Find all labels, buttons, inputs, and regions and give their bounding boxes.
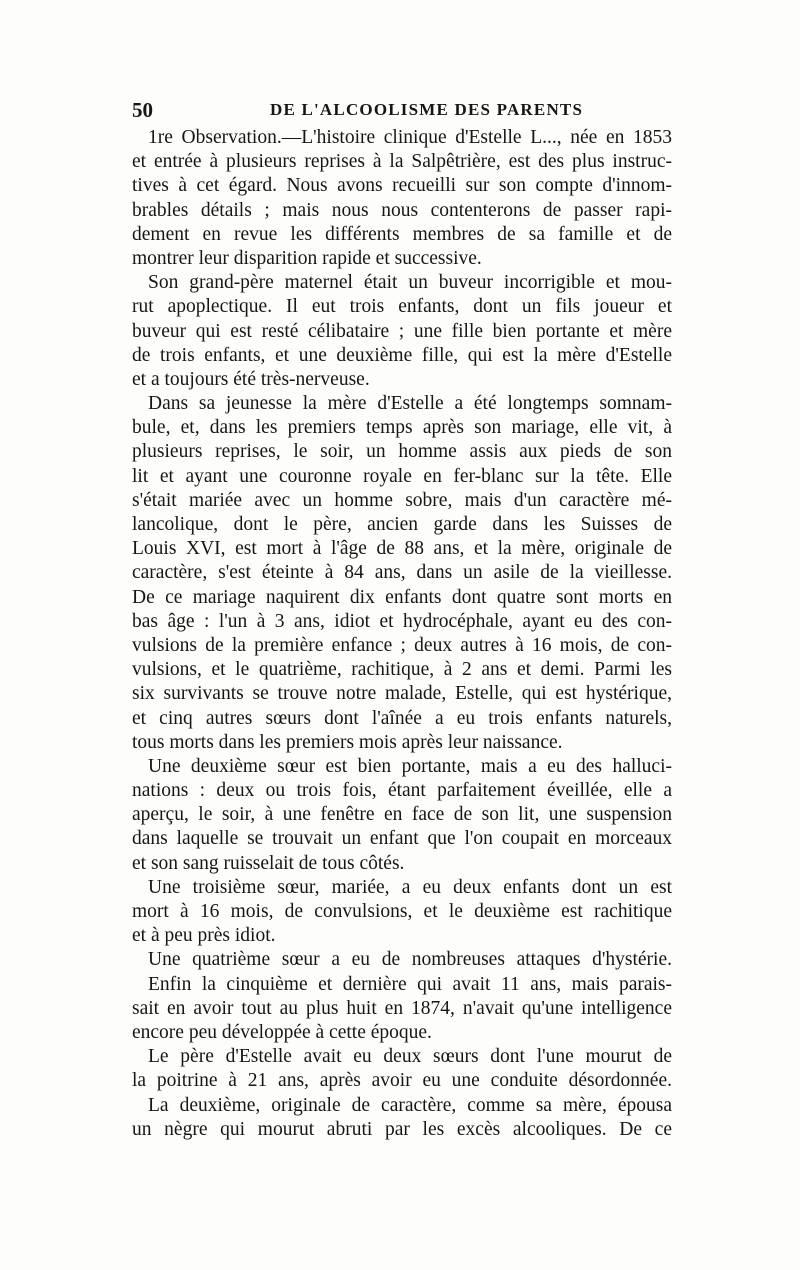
text-line: Le père d'Estelle avait eu deux sœurs dont l'une mourut de <box>148 1046 672 1068</box>
text-line: et entrée à plusieurs reprises à la Salpêtrière, est des plus instruc- <box>132 151 672 173</box>
text-line: et a toujours été très-nerveuse. <box>132 368 370 390</box>
text-line: lancolique, dont le père, ancien garde dans les Suisses de <box>132 514 672 535</box>
text-line: Une quatrième sœur a eu de nombreuses attaques d'hystérie. <box>148 949 672 971</box>
text-line: de trois enfants, et une deuxième fille, qui est la mère d'Estelle <box>132 344 672 366</box>
text-line: dement en revue les différents membres de sa famille et de <box>132 223 672 245</box>
text-line: brables détails ; mais nous nous contenterons de passer rapi- <box>132 199 672 221</box>
text-line: rut apoplectique. Il eut trois enfants, dont un fils joueur et <box>132 296 672 318</box>
text-line: plusieurs reprises, le soir, un homme assis aux pieds de son <box>132 441 672 463</box>
text-line: mort à 16 mois, de convulsions, et le deuxième est rachitique <box>132 901 672 922</box>
text-line: lit et ayant une couronne royale en fer-blanc sur la tête. Elle <box>132 465 672 487</box>
running-head: DE L'ALCOOLISME DES PARENTS <box>270 100 584 119</box>
text-line: tives à cet égard. Nous avons recueilli sur son compte d'innom- <box>132 175 672 197</box>
text-line: la poitrine à 21 ans, après avoir eu une conduite désordonnée. <box>132 1070 672 1092</box>
text-line: caractère, s'est éteinte à 84 ans, dans un asile de la vieillesse. <box>132 562 672 584</box>
text-line: s'était mariée avec un homme sobre, mais d'un caractère mé- <box>132 489 672 511</box>
text-line: et à peu près idiot. <box>132 925 276 947</box>
text-line: 1re Observation.—L'histoire clinique d'Estelle L..., née en 1853 <box>148 127 672 148</box>
text-line: bule, et, dans les premiers temps après son mariage, elle vit, à <box>132 417 672 439</box>
text-line: nations : deux ou trois fois, étant parfaitement éveillée, elle a <box>132 780 672 802</box>
page-number: 50 <box>132 98 153 122</box>
text-line: vulsions, et le quatrième, rachitique, à 2 ans et demi. Parmi les <box>132 659 672 681</box>
page-header <box>132 98 672 124</box>
text-line: vulsions de la première enfance ; deux autres à 16 mois, de con- <box>132 634 672 656</box>
body-text <box>132 126 672 1142</box>
text-line: montrer leur disparition rapide et successive. <box>132 247 482 269</box>
text-line: Une troisième sœur, mariée, a eu deux enfants dont un est <box>148 876 672 898</box>
text-line: encore peu développée à cette époque. <box>132 1021 432 1043</box>
text-line: La deuxième, originale de caractère, comme sa mère, épousa <box>148 1094 672 1116</box>
text-line: un nègre qui mourut abruti par les excès alcooliques. De ce <box>132 1118 672 1140</box>
text-line: sait en avoir tout au plus huit en 1874, n'avait qu'une intelligence <box>132 997 672 1019</box>
text-line: six survivants se trouve notre malade, Estelle, qui est hystérique, <box>132 683 672 705</box>
text-line: Dans sa jeunesse la mère d'Estelle a été longtemps somnam- <box>148 393 672 415</box>
text-line: Son grand-père maternel était un buveur incorrigible et mou- <box>148 272 672 294</box>
text-line: et son sang ruisselait de tous côtés. <box>132 852 405 874</box>
text-line: De ce mariage naquirent dix enfants dont quatre sont morts en <box>132 586 672 608</box>
text-line: et cinq autres sœurs dont l'aînée a eu trois enfants naturels, <box>132 707 672 729</box>
text-line: Louis XVI, est mort à l'âge de 88 ans, et la mère, originale de <box>132 538 672 560</box>
text-line: bas âge : l'un à 3 ans, idiot et hydrocéphale, ayant eu des con- <box>132 610 672 632</box>
text-line: dans laquelle se trouvait un enfant que l'on coupait en morceaux <box>132 828 672 850</box>
text-line: aperçu, le soir, à une fenêtre en face de son lit, une suspension <box>132 804 672 826</box>
text-line: Une deuxième sœur est bien portante, mais a eu des halluci- <box>148 755 672 777</box>
text-line: buveur qui est resté célibataire ; une fille bien portante et mère <box>132 320 672 342</box>
text-line: tous morts dans les premiers mois après leur naissance. <box>132 731 563 753</box>
text-line: Enfin la cinquième et dernière qui avait 11 ans, mais parais- <box>148 973 672 995</box>
